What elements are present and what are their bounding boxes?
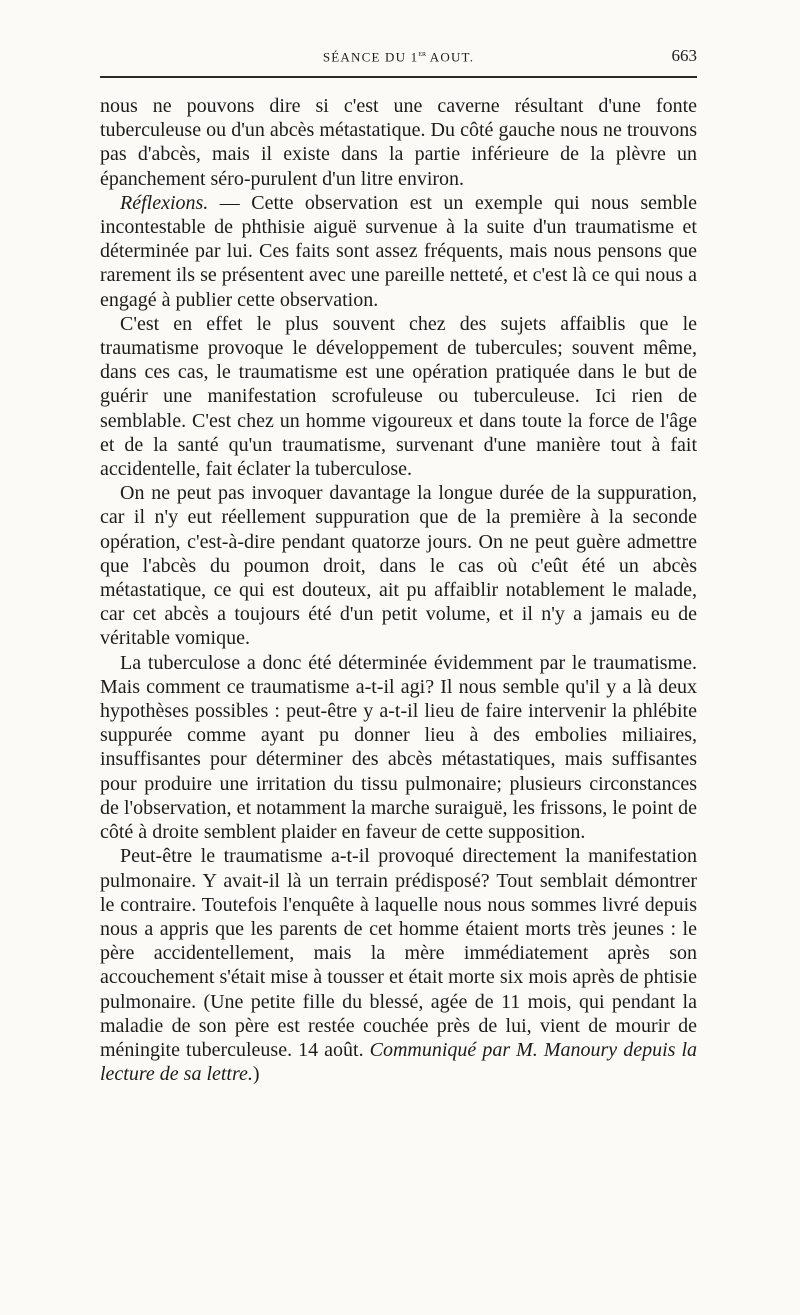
paragraph-5-text: La tuberculose a donc été déterminée évidemment par le traumatisme. Mais comment ce traumatisme a-t-il agi? Il nous semble qu'il y a là deux hypothèses possibles : peut-être y a-t-il lieu de faire intervenir la phlébite suppurée comme ayant pu donner lieu à des embolies miliaires, insuffisantes pour déterminer des abcès métastatiques, mais suffisantes pour produire une irritation du tissu pulmonaire; plusieurs circonstances de l'observation, et notamment la marche suraiguë, les frissons, le point de côté à droite semblent plaider en faveur de cette supposition. xyxy=(100,651,697,844)
header-rule xyxy=(100,76,697,78)
paragraph-2 xyxy=(100,191,697,312)
paragraph-4-text: On ne peut pas invoquer davantage la longue durée de la suppuration, car il n'y eut réellement suppuration que de la première à la seconde opération, c'est-à-dire pendant quatorze jours. On ne peut guère admettre que l'abcès du poumon droit, dans le cas où c'eût été un abcès métastatique, ce qui est douteux, ait pu affaiblir notablement le malade, car cet abcès a toujours été d'un petit volume, et il n'y a jamais eu de véritable vomique. xyxy=(100,482,697,650)
page-number: 663 xyxy=(671,46,697,65)
paragraph-6-text: Peut-être le traumatisme a-t-il provoqué directement la manifestation pulmonaire. Y avait-il là un terrain prédisposé? Tout semblait démontrer le contraire. Toutefois l'enquête à laquelle nous nous sommes livré depuis nous a appris que les parents de cet homme étaient morts très jeunes : le père accidentellement, mais la mère immédiatement après son accouchement s'était mise à tousser et était morte six mois après de phtisie pulmonaire. (Une petite fille du blessé, agée de 11 mois, qui pendant la maladie de son père est restée couchée près de lui, vient de mourir de méningite tuberculeuse. 14 août. xyxy=(100,845,697,1061)
paragraph-1 xyxy=(100,94,697,191)
paragraph-6-attribution: Communiqué par M. Manoury depuis la lecture de sa lettre. xyxy=(100,1038,697,1086)
running-title-main: SÉANCE DU 1 xyxy=(322,49,419,65)
running-title-end: AOUT. xyxy=(426,49,475,65)
running-header xyxy=(100,46,697,72)
paragraph-6 xyxy=(100,844,697,1086)
paragraph-4 xyxy=(100,481,697,650)
paragraph-6-closing: ) xyxy=(252,1063,260,1086)
paragraph-3-text: C'est en effet le plus souvent chez des sujets affaiblis que le traumatisme provoque le développement de tubercules; souvent même, dans ces cas, le traumatisme est une opération pratiquée dans le but de guérir une manifestation scrofuleuse ou tuberculeuse. Ici rien de semblable. C'est chez un homme vigoureux et dans toute la force de l'âge et de la santé qu'un traumatisme, survenant d'une manière tout à fait accidentelle, fait éclater la tuberculose. xyxy=(100,312,697,481)
running-title xyxy=(100,48,697,65)
paragraph-3 xyxy=(100,312,697,481)
paragraph-2-text: — Cette observation est un exemple qui nous semble incontestable de phthisie aiguë survenue à la suite d'un traumatisme et déterminée par lui. Ces faits sont assez fréquents, mais nous pensons que rarement ils se présentent avec une pareille netteté, et c'est là ce qui nous a engagé à publier cette observation. xyxy=(100,191,697,311)
body-text xyxy=(100,94,697,1086)
paragraph-2-lead: Réflexions. xyxy=(120,191,209,214)
paragraph-1-text: nous ne pouvons dire si c'est une caverne résultant d'une fonte tuberculeuse ou d'un abcès métastatique. Du côté gauche nous ne trouvons pas d'abcès, mais il existe dans la partie inférieure de la plèvre un épanchement séro-purulent d'un litre environ. xyxy=(100,95,697,190)
running-title-superscript: er xyxy=(418,48,427,58)
paragraph-5 xyxy=(100,651,697,845)
